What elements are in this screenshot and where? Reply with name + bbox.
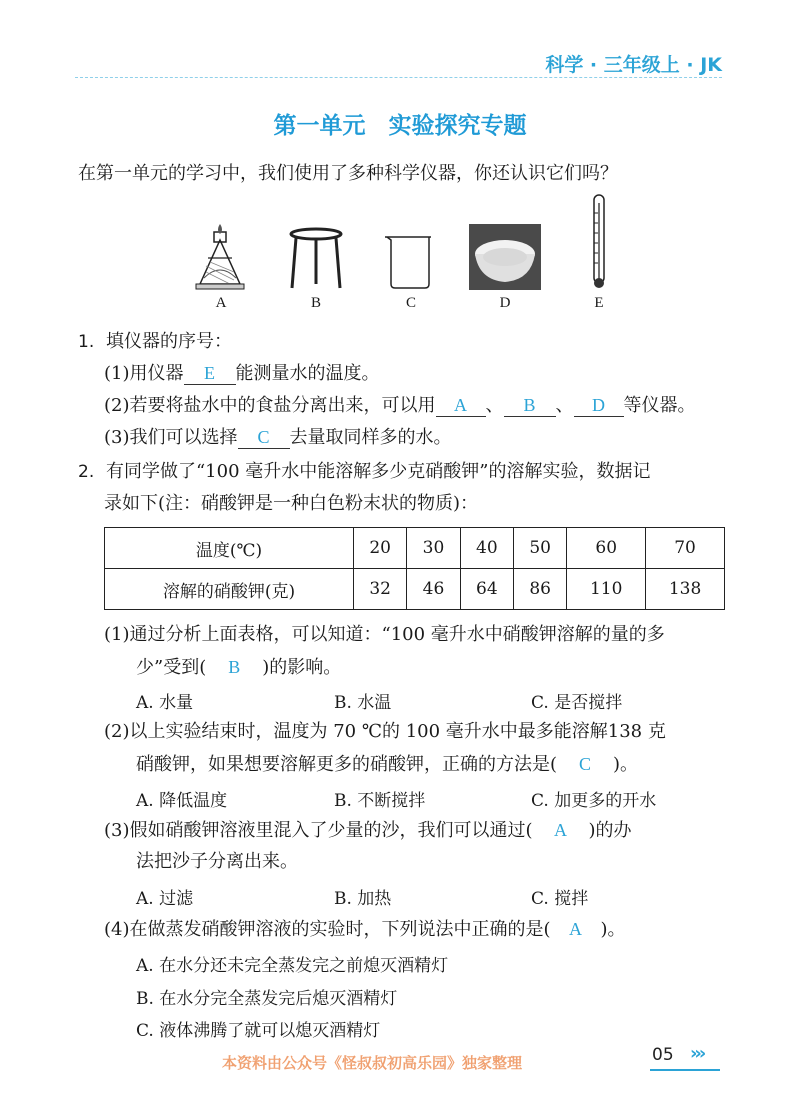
q2-stem-text-1: 有同学做了“100 毫升水中能溶解多少克硝酸钾”的溶解实验，数据记 xyxy=(105,461,651,482)
q1-sub1-prefix: (1)用仪器 xyxy=(104,363,184,384)
q2-sub4-option-a[interactable]: A. 在水分还未完全蒸发完之前熄灭酒精灯 xyxy=(136,956,449,976)
q2-sub3-answer[interactable]: A xyxy=(554,820,568,840)
table-cell: 86 xyxy=(513,569,566,610)
header-subject: 科学 · 三年级上 · JK xyxy=(545,54,722,76)
thermometer-icon xyxy=(589,193,609,297)
evaporating-dish-icon xyxy=(469,224,541,294)
q2-sub2-line1: (2)以上实验结束时，温度为 70 ℃的 100 毫升水中最多能溶解138 克 xyxy=(104,721,666,742)
q2-sub1-option-a[interactable]: A. 水量 xyxy=(136,693,194,713)
instrument-label-e: E xyxy=(594,295,604,311)
q2-sub2-option-c[interactable]: C. 加更多的开水 xyxy=(531,791,657,811)
q2-sub3-option-a[interactable]: A. 过滤 xyxy=(136,889,194,909)
q1-sub1-answer[interactable]: E xyxy=(184,362,236,385)
table-cell: 64 xyxy=(460,569,513,610)
table-cell: 40 xyxy=(460,528,513,569)
q1-sub1-suffix: 能测量水的温度。 xyxy=(235,363,380,384)
q2-sub3-line1 xyxy=(104,818,632,843)
instrument-label-d: D xyxy=(499,295,511,311)
q2-sub1-prefix: 少”受到( xyxy=(136,657,207,678)
q2-sub3-suffix: )的办 xyxy=(588,820,632,841)
q1-sub2-answer-3[interactable]: D xyxy=(574,394,624,417)
intro-text: 在第一单元的学习中，我们使用了多种科学仪器，你还认识它们吗？ xyxy=(78,163,618,184)
q2-sub1-option-c[interactable]: C. 是否搅拌 xyxy=(531,693,623,713)
page-title: 第一单元 实验探究专题 xyxy=(273,113,527,139)
footer-note: 本资料由公众号《怪叔叔初高乐园》独家整理 xyxy=(222,1054,523,1072)
instrument-label-c: C xyxy=(405,295,416,311)
q2-sub1-answer[interactable]: B xyxy=(228,657,241,677)
q2-sub4-suffix: )。 xyxy=(600,919,626,940)
q1-sub3-prefix: (3)我们可以选择 xyxy=(104,427,238,448)
q1-sub2-sep-1: 、 xyxy=(485,395,504,416)
q2-sub3-prefix: (3)假如硝酸钾溶液里混入了少量的沙，我们可以通过( xyxy=(104,820,533,841)
q2-sub3-option-c[interactable]: C. 搅拌 xyxy=(531,889,589,909)
q2-sub1-line2 xyxy=(136,655,341,680)
instrument-label-b: B xyxy=(310,295,321,311)
q2-sub2-option-b[interactable]: B. 不断搅拌 xyxy=(334,791,426,811)
q2-sub2-answer[interactable]: C xyxy=(579,754,592,774)
q2-sub2-line2 xyxy=(136,752,638,777)
table-cell: 30 xyxy=(407,528,460,569)
q1-sub2-sep-2: 、 xyxy=(555,395,574,416)
q1-sub2-prefix: (2)若要将盐水中的食盐分离出来，可以用 xyxy=(104,395,436,416)
q2-sub4-option-c[interactable]: C. 液体沸腾了就可以熄灭酒精灯 xyxy=(136,1021,381,1041)
q2-sub1-suffix: )的影响。 xyxy=(262,657,342,678)
q1-sub3-suffix: 去量取同样多的水。 xyxy=(289,427,452,448)
q2-stem-line1 xyxy=(78,460,650,484)
table-cell: 20 xyxy=(354,528,407,569)
q2-sub4-answer[interactable]: A xyxy=(569,919,583,939)
q2-stem-line2: 录如下(注：硝酸钾是一种白色粉末状的物质)： xyxy=(104,493,479,514)
table-cell: 60 xyxy=(567,528,646,569)
table-row-temperature xyxy=(105,528,725,569)
table-row-dissolved xyxy=(105,569,725,610)
table-cell: 46 xyxy=(407,569,460,610)
page-number: 05 xyxy=(652,1045,674,1065)
q1-number: 1. xyxy=(78,332,95,352)
q1-sub2-answer-2[interactable]: B xyxy=(504,394,556,417)
table-cell: 32 xyxy=(354,569,407,610)
table-cell: 110 xyxy=(567,569,646,610)
q2-sub2-prefix: 硝酸钾，如果想要溶解更多的硝酸钾，正确的方法是( xyxy=(136,754,558,775)
q2-sub4-option-b[interactable]: B. 在水分完全蒸发完后熄灭酒精灯 xyxy=(136,989,398,1009)
table-cell: 138 xyxy=(646,569,725,610)
q1-sub3-answer[interactable]: C xyxy=(238,426,290,449)
table-header-temperature: 温度(℃) xyxy=(105,528,354,569)
q2-sub3-line2: 法把沙子分离出来。 xyxy=(136,851,298,872)
table-header-dissolved: 溶解的硝酸钾(克) xyxy=(105,569,354,610)
solubility-table xyxy=(104,527,725,610)
q1-sub3 xyxy=(104,426,452,450)
next-arrows-icon: ››› xyxy=(690,1043,704,1064)
q2-sub4-prefix: (4)在做蒸发硝酸钾溶液的实验时，下列说法中正确的是( xyxy=(104,919,551,940)
q2-sub2-suffix: )。 xyxy=(613,754,639,775)
beaker-icon xyxy=(383,234,435,294)
q2-sub1-option-b[interactable]: B. 水温 xyxy=(334,693,392,713)
q1-sub2 xyxy=(104,394,696,418)
q2-sub4-line1 xyxy=(104,917,626,942)
table-cell: 70 xyxy=(646,528,725,569)
q2-sub2-option-a[interactable]: A. 降低温度 xyxy=(136,791,228,811)
q1-sub1 xyxy=(104,362,380,386)
q1-stem xyxy=(78,330,232,354)
page-number-underline xyxy=(650,1069,720,1071)
q2-number: 2. xyxy=(78,462,95,482)
header-divider xyxy=(75,77,722,78)
q1-sub2-answer-1[interactable]: A xyxy=(436,394,486,417)
table-cell: 50 xyxy=(513,528,566,569)
q2-sub1-line1: (1)通过分析上面表格，可以知道：“100 毫升水中硝酸钾溶解的量的多 xyxy=(104,624,665,645)
q1-sub2-suffix: 等仪器。 xyxy=(623,395,696,416)
q2-sub3-option-b[interactable]: B. 加热 xyxy=(334,889,392,909)
tripod-icon xyxy=(288,226,344,294)
instrument-label-a: A xyxy=(215,295,227,311)
q1-stem-text: 填仪器的序号： xyxy=(105,331,232,352)
alcohol-lamp-icon xyxy=(190,222,250,296)
